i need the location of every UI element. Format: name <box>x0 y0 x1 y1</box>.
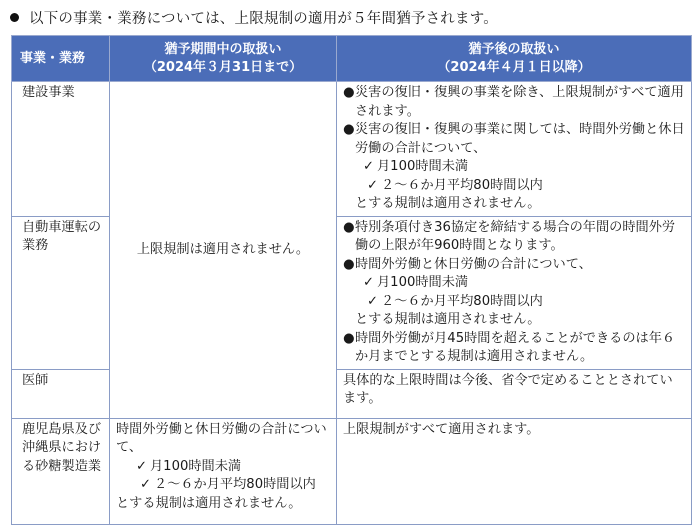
sugar-check-2: ✓ ２～６か月平均80時間以内 <box>116 476 330 495</box>
section-heading <box>10 5 498 29</box>
check-icon: ✓ <box>363 275 375 290</box>
sugar-after-cell: 上限規制がすべて適用されます。 <box>337 418 692 524</box>
driver-bullet-1: ●特別条項付き36協定を締結する場合の年間の時間外労働の上限が年960時間となります。 <box>343 219 676 253</box>
merged-during-cell <box>110 82 337 419</box>
sugar-during-cell <box>110 418 337 524</box>
row-label-sugar: 鹿児島県及び沖縄県における砂糖製造業 <box>12 418 110 524</box>
construction-tail: とする規制は適用されません。 <box>355 196 541 211</box>
driver-bullet-3: ●時間外労働が月45時間を超えることができるのは年６か月までとする規制は適用されません。 <box>343 330 676 364</box>
construction-check-1: ✓ 月100時間未満 <box>343 158 685 177</box>
table-header-row <box>12 36 692 82</box>
header-business: 事業・業務 <box>12 36 110 82</box>
check-icon: ✓ <box>367 177 379 193</box>
header-during <box>110 36 337 82</box>
header-during-title: 猶予期間中の取扱い <box>164 41 282 57</box>
check-icon: ✓ <box>136 458 148 474</box>
check-icon: ✓ <box>367 293 379 309</box>
construction-after-cell <box>337 82 692 217</box>
sugar-check-1: ✓ 月100時間未満 <box>116 458 330 477</box>
check-icon: ✓ <box>363 159 375 174</box>
check-icon: ✓ <box>140 477 152 492</box>
construction-bullet-1: ●災害の復旧・復興の事業を除き、上限規制がすべて適用されます。 <box>343 85 684 119</box>
table-row-sugar <box>12 418 692 524</box>
merged-during-text: 上限規制は適用されません。 <box>136 241 310 257</box>
row-label-doctor: 医師 <box>12 369 110 418</box>
heading-text: 以下の事業・業務については、上限規制の適用が５年間猶予されます。 <box>29 10 498 27</box>
driver-bullet-2: ●時間外労働と休日労働の合計について、 <box>343 256 592 272</box>
sugar-during-tail: とする規制は適用されません。 <box>116 495 302 511</box>
construction-bullet-2: ●災害の復旧・復興の事業に関しては、時間外労働と休日労働の合計について、 <box>343 122 685 156</box>
table-row-construction <box>12 82 692 217</box>
row-label-driver: 自動車運転の業務 <box>12 216 110 369</box>
doctor-after-cell: 具体的な上限時間は今後、省令で定めることとされています。 <box>337 369 692 418</box>
driver-tail: とする規制は適用されません。 <box>355 312 541 327</box>
header-after-sub: （2024年４月１日以降） <box>437 59 591 75</box>
header-after-title: 猶予後の取扱い <box>468 41 560 57</box>
grace-period-table <box>11 35 692 525</box>
header-during-sub: （2024年３月31日まで） <box>143 59 303 75</box>
sugar-during-intro: 時間外労働と休日労働の合計について、 <box>116 421 327 455</box>
driver-check-1: ✓ 月100時間未満 <box>343 274 685 293</box>
header-after <box>337 36 692 82</box>
construction-check-2: ✓ ２～６か月平均80時間以内 <box>343 177 685 196</box>
driver-after-cell <box>337 216 692 369</box>
driver-check-2: ✓ ２～６か月平均80時間以内 <box>343 293 685 312</box>
bullet-icon <box>10 13 19 22</box>
row-label-construction: 建設事業 <box>12 82 110 217</box>
